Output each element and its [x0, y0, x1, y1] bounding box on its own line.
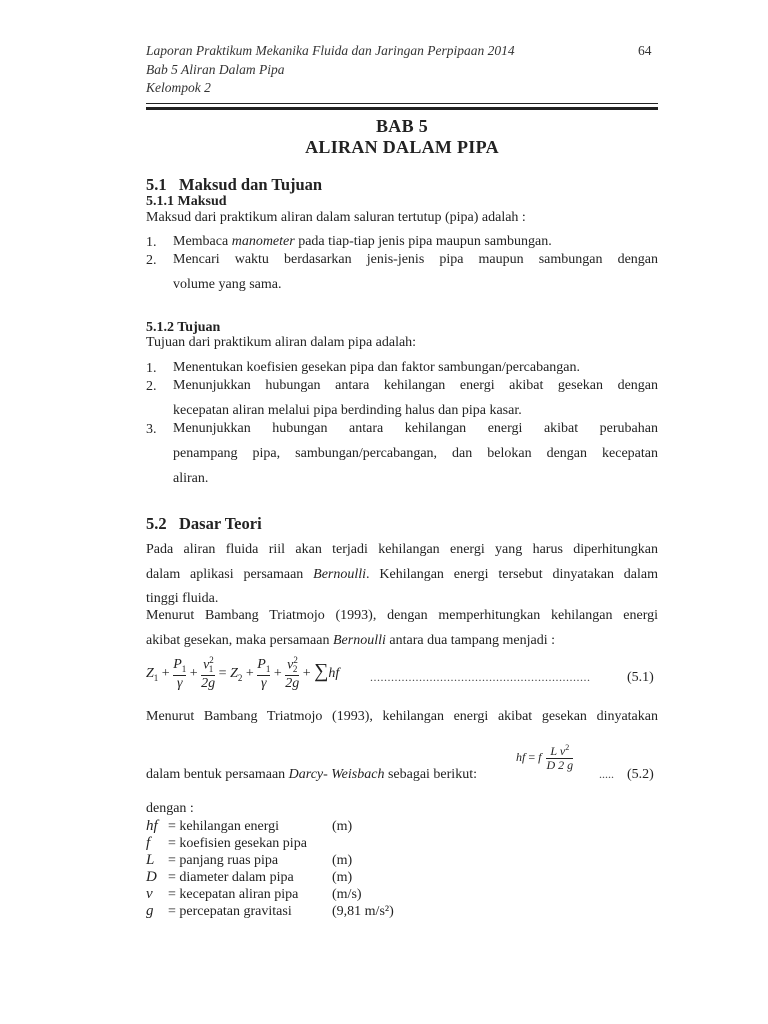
definitions-table [146, 818, 394, 920]
equation-darcy-weisbach: hf = f $\frac{L v^2}{D 2 g}$ [516, 743, 574, 773]
paragraph-text: dalam bentuk persamaan [146, 767, 289, 782]
header-chapter: Bab 5 Aliran Dalam Pipa [146, 62, 285, 77]
definition-description: = kehilangan energi [168, 819, 280, 834]
definition-row [146, 852, 394, 869]
equation-number: (5.1) [627, 670, 654, 685]
chapter-title: ALIRAN DALAM PIPA [305, 137, 499, 157]
definition-symbol: v [146, 886, 153, 902]
paragraph-emphasis: Bernoulli [332, 633, 386, 648]
definition-row [146, 869, 394, 886]
definition-symbol: hf [146, 818, 158, 834]
equation-number: (5.2) [627, 767, 654, 782]
definition-description: = panjang ruas pipa [168, 853, 279, 868]
definition-row [146, 903, 394, 920]
list-item-line: penampang pipa, sambungan/percabangan, dan belokan dengan kecepatan [173, 446, 658, 461]
definition-row [146, 835, 394, 852]
definition-unit [332, 835, 394, 852]
paragraph-line [146, 768, 477, 782]
list-item-line: volume yang sama. [173, 277, 282, 292]
page-number: 64 [638, 43, 652, 58]
definition-row [146, 886, 394, 903]
paragraph-line: Pada aliran fluida riil akan terjadi kehilangan energi yang harus diperhitungkan [146, 542, 658, 557]
maksud-intro: Maksud dari praktikum aliran dalam saluran tertutup (pipa) adalah : [146, 210, 526, 225]
definition-symbol: L [146, 852, 155, 868]
list-number: 3. [146, 422, 157, 437]
paragraph-line [146, 568, 658, 582]
list-item-text: Membaca [173, 234, 232, 249]
paragraph-text: . Kehilangan energi tersebut dinyatakan dalam [366, 567, 658, 582]
list-item-line: Menunjukkan hubungan antara kehilangan energi akibat gesekan dengan [173, 378, 658, 393]
subsection-heading-5-1-1: 5.1.1 Maksud [146, 194, 227, 209]
definition-unit: (9,81 m/s²) [332, 904, 394, 919]
paragraph-text: antara dua tampang menjadi : [385, 633, 555, 648]
list-item [173, 235, 552, 249]
paragraph-text: dalam aplikasi persamaan [146, 567, 314, 582]
equation-leader-dots: ..... [599, 767, 614, 781]
definition-row [146, 818, 394, 835]
list-item-text: pada tiap-tiap jenis pipa maupun sambungan. [294, 234, 552, 249]
list-number: 2. [146, 253, 157, 268]
paragraph-text: sebagai berikut: [384, 767, 477, 782]
section-heading-5-2: 5.2 Dasar Teori [146, 514, 262, 533]
tujuan-intro: Tujuan dari praktikum aliran dalam pipa adalah: [146, 335, 417, 350]
definition-unit: (m) [332, 819, 353, 834]
definition-unit: (m) [332, 853, 353, 868]
list-item-line: Menunjukkan hubungan antara kehilangan energi akibat perubahan [173, 421, 658, 436]
paragraph-line: tinggi fluida. [146, 591, 219, 606]
definition-unit: (m/s) [332, 887, 362, 902]
header-rule-thin [146, 103, 658, 104]
paragraph-line: Menurut Bambang Triatmojo (1993), kehilangan energi akibat gesekan dinyatakan [146, 709, 658, 724]
subsection-heading-5-1-2: 5.1.2 Tujuan [146, 320, 221, 335]
definition-description: = kecepatan aliran pipa [168, 887, 299, 902]
list-item-line: Mencari waktu berdasarkan jenis-jenis pipa maupun sambungan dengan [173, 252, 658, 267]
definition-symbol: g [146, 903, 154, 919]
definition-description: = koefisien gesekan pipa [168, 836, 307, 851]
paragraph-emphasis: Bernoulli [313, 567, 367, 582]
header-rule-thick [146, 107, 658, 110]
header-title: Laporan Praktikum Mekanika Fluida dan Jaringan Perpipaan 2014 [146, 43, 515, 58]
paragraph-line [146, 634, 555, 648]
list-item-line: Menentukan koefisien gesekan pipa dan faktor sambungan/percabangan. [173, 360, 581, 375]
equation-leader-dots: ............................................................... [370, 670, 591, 684]
list-item-emphasis: manometer [231, 234, 295, 249]
definitions-intro: dengan : [146, 801, 194, 816]
section-heading-5-1: 5.1 Maksud dan Tujuan [146, 175, 323, 194]
paragraph-text: akibat gesekan, maka persamaan [146, 633, 333, 648]
paragraph-line: Menurut Bambang Triatmojo (1993), dengan memperhitungkan kehilangan energi [146, 608, 658, 623]
header-group: Kelompok 2 [146, 80, 211, 95]
definition-description: = diameter dalam pipa [168, 870, 294, 885]
definition-symbol: f [146, 835, 151, 851]
chapter-label: BAB 5 [375, 116, 428, 136]
definition-description: = percepatan gravitasi [168, 904, 292, 919]
list-number: 1. [146, 235, 157, 250]
equation-bernoulli: $Z_1$ + $\frac{P_1}{\gamma}$ + $\frac{v^2_1}{2g}$ = $Z_2$ + $\frac{P_1}{\gamma}$ + $\frac{v^2_2}{2g}$ + ∑hf [146, 655, 340, 692]
paragraph-emphasis: Darcy- Weisbach [288, 767, 385, 782]
definition-unit: (m) [332, 870, 353, 885]
definition-symbol: D [146, 869, 157, 885]
list-item-line: kecepatan aliran melalui pipa berdinding halus dan pipa kasar. [173, 403, 522, 418]
list-number: 2. [146, 379, 157, 394]
list-number: 1. [146, 361, 157, 376]
list-item-line: aliran. [173, 471, 209, 486]
